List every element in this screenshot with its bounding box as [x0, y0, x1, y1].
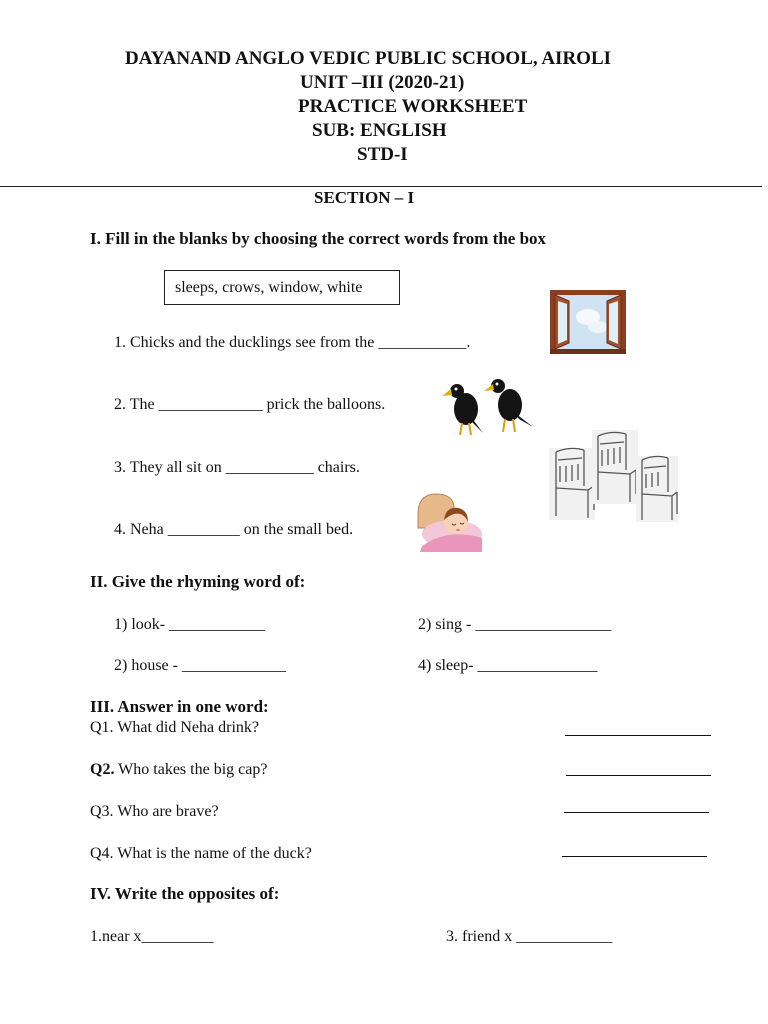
window-picture	[548, 287, 628, 357]
std-title: STD-I	[357, 144, 408, 165]
fill-item-3: 3. They all sit on ___________ chairs.	[114, 459, 360, 476]
opposite-item-3: 3. friend x ____________	[446, 928, 613, 945]
question-1	[90, 719, 259, 737]
question-2	[90, 761, 267, 779]
question-1-text: What did Neha drink?	[113, 719, 259, 736]
answer-line-3	[564, 812, 709, 813]
rhyme-item-3: 2) house - _____________	[114, 657, 286, 674]
question-3-text: Who are brave?	[113, 803, 219, 820]
chairs-picture	[548, 430, 680, 522]
question-4-text: What is the name of the duck?	[113, 845, 312, 862]
word-box-text: sleeps, crows, window, white	[175, 279, 363, 296]
school-name: DAYANAND ANGLO VEDIC PUBLIC SCHOOL, AIROLI	[125, 48, 612, 69]
fill-item-2: 2. The _____________ prick the balloons.	[114, 396, 386, 413]
crows-picture	[443, 375, 535, 441]
question-3-number: Q3.	[90, 803, 114, 820]
answer-line-1	[565, 735, 711, 736]
question-1-number: Q1.	[90, 719, 114, 736]
fill-item-1: 1. Chicks and the ducklings see from the ___________.	[114, 334, 471, 351]
subject-title: SUB: ENGLISH	[312, 120, 447, 141]
answer-line-2	[566, 775, 711, 776]
part3-heading: III. Answer in one word:	[90, 697, 269, 716]
question-2-text: Who takes the big cap?	[114, 761, 268, 778]
fill-item-4: 4. Neha _________ on the small bed.	[114, 521, 354, 538]
sleeping-girl-picture	[412, 488, 484, 554]
rhyme-item-2: 2) sing - _________________	[418, 616, 612, 633]
rhyme-item-4: 4) sleep- _______________	[418, 657, 598, 674]
answer-line-4	[562, 856, 707, 857]
unit-title: UNIT –III (2020-21)	[300, 72, 465, 93]
question-4	[90, 845, 312, 863]
opposite-item-1: 1.near x_________	[90, 928, 214, 945]
question-3	[90, 803, 219, 821]
part2-heading: II. Give the rhyming word of:	[90, 572, 306, 591]
question-4-number: Q4.	[90, 845, 114, 862]
part4-heading: IV. Write the opposites of:	[90, 884, 280, 903]
section-title: SECTION – I	[314, 188, 415, 207]
part1-heading: I. Fill in the blanks by choosing the correct words from the box	[90, 229, 547, 248]
header-divider	[0, 186, 762, 187]
question-2-number: Q2.	[90, 761, 115, 778]
rhyme-item-1: 1) look- ____________	[114, 616, 266, 633]
worksheet-title: PRACTICE WORKSHEET	[298, 96, 528, 117]
